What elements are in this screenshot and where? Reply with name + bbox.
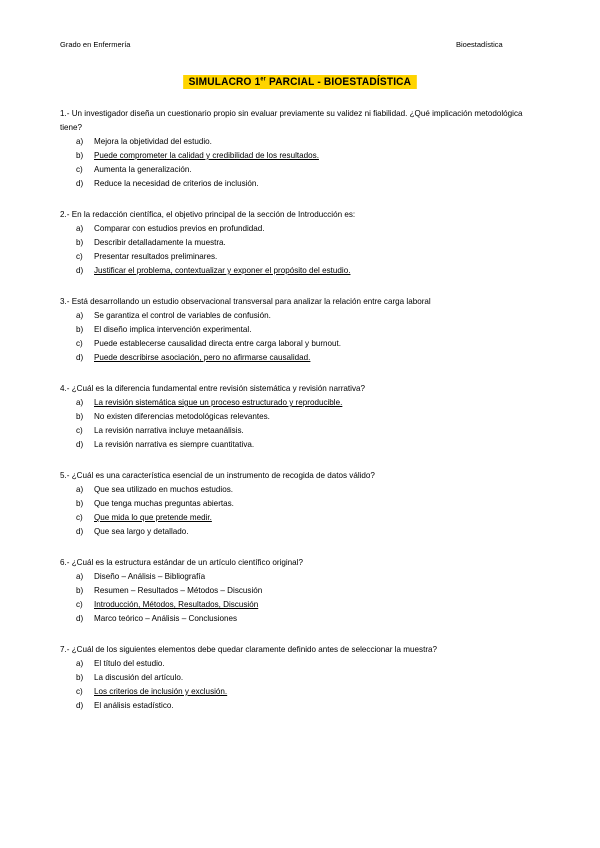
- option-letter: c): [76, 600, 83, 609]
- option-c: [60, 598, 546, 612]
- option-d: [60, 699, 546, 713]
- option-c: [60, 511, 546, 525]
- option-letter: c): [76, 426, 83, 435]
- option-c: [60, 685, 546, 699]
- option-text: Puede establecerse causalidad directa entre carga laboral y burnout.: [94, 339, 342, 348]
- question-1: [60, 107, 546, 191]
- option-text: Mejora la objetividad del estudio.: [94, 137, 212, 146]
- option-text: Diseño – Análisis – Bibliografía: [94, 572, 206, 581]
- option-d: [60, 264, 546, 278]
- option-letter: a): [76, 137, 84, 146]
- option-text: La revisión narrativa es siempre cuantitativa.: [94, 440, 255, 449]
- option-text-correct: Justificar el problema, contextualizar y exponer el propósito del estudio.: [94, 266, 351, 275]
- option-a: [60, 570, 546, 584]
- title-block: [0, 72, 600, 90]
- question-6: [60, 556, 546, 626]
- option-a: [60, 483, 546, 497]
- option-c: [60, 337, 546, 351]
- option-d: [60, 177, 546, 191]
- option-letter: d): [76, 440, 84, 449]
- option-text-correct: Puede describirse asociación, pero no afirmarse causalidad.: [94, 353, 311, 362]
- option-d: [60, 612, 546, 626]
- option-c: [60, 163, 546, 177]
- option-b: [60, 323, 546, 337]
- header-degree: Grado en Enfermería: [60, 40, 131, 49]
- option-text: Comparar con estudios previos en profundidad.: [94, 224, 265, 233]
- question-text: 7.- ¿Cuál de los siguientes elementos debe quedar claramente definido antes de seleccionar la muestra?: [60, 645, 438, 654]
- option-a: [60, 657, 546, 671]
- header-subject: Bioestadística: [456, 40, 503, 49]
- option-d: [60, 438, 546, 452]
- question-text: 3.- Está desarrollando un estudio observacional transversal para analizar la relación entre carga laboral: [60, 297, 431, 306]
- option-text-correct: Introducción, Métodos, Resultados, Discusión: [94, 600, 259, 609]
- option-letter: c): [76, 165, 83, 174]
- option-text: Resumen – Resultados – Métodos – Discusión: [94, 586, 263, 595]
- option-a: [60, 135, 546, 149]
- option-letter: a): [76, 224, 84, 233]
- option-text: Que sea utilizado en muchos estudios.: [94, 485, 234, 494]
- option-text: El título del estudio.: [94, 659, 165, 668]
- question-2: [60, 208, 546, 278]
- question-3: [60, 295, 546, 365]
- title-sup: er: [260, 76, 267, 83]
- option-letter: a): [76, 485, 84, 494]
- option-letter: d): [76, 353, 84, 362]
- page-title: [183, 75, 417, 89]
- option-letter: b): [76, 325, 84, 334]
- question-5: [60, 469, 546, 539]
- option-letter: a): [76, 398, 84, 407]
- option-text: Se garantiza el control de variables de confusión.: [94, 311, 271, 320]
- title-post: PARCIAL - BIOESTADÍSTICA: [266, 76, 412, 88]
- option-c: [60, 424, 546, 438]
- option-text: No existen diferencias metodológicas relevantes.: [94, 412, 270, 421]
- option-letter: b): [76, 673, 84, 682]
- option-a: [60, 222, 546, 236]
- option-b: [60, 149, 546, 163]
- option-text: El diseño implica intervención experimental.: [94, 325, 252, 334]
- question-text: 4.- ¿Cuál es la diferencia fundamental entre revisión sistemática y revisión narrativa?: [60, 384, 366, 393]
- option-text: Marco teórico – Análisis – Conclusiones: [94, 614, 238, 623]
- option-d: [60, 351, 546, 365]
- option-letter: b): [76, 238, 84, 247]
- option-text: Reduce la necesidad de criterios de inclusión.: [94, 179, 259, 188]
- option-text: Que sea largo y detallado.: [94, 527, 189, 536]
- question-text: 2.- En la redacción científica, el objetivo principal de la sección de Introducción es:: [60, 210, 356, 219]
- option-b: [60, 497, 546, 511]
- option-text: La revisión narrativa incluye metaanálisis.: [94, 426, 244, 435]
- option-text: Que tenga muchas preguntas abiertas.: [94, 499, 234, 508]
- question-text: 5.- ¿Cuál es una característica esencial de un instrumento de recogida de datos válido?: [60, 471, 375, 480]
- option-b: [60, 236, 546, 250]
- option-text-correct: Los criterios de inclusión y exclusión.: [94, 687, 228, 696]
- option-text: Describir detalladamente la muestra.: [94, 238, 226, 247]
- question-text: 6.- ¿Cuál es la estructura estándar de un artículo científico original?: [60, 558, 303, 567]
- option-letter: b): [76, 499, 84, 508]
- option-letter: b): [76, 412, 84, 421]
- option-text: Presentar resultados preliminares.: [94, 252, 218, 261]
- option-letter: c): [76, 513, 83, 522]
- question-text: 1.- Un investigador diseña un cuestionario propio sin evaluar previamente su validez ni fiabilidad. ¿Qué implicación metodológica tiene?: [60, 109, 523, 132]
- option-letter: d): [76, 701, 84, 710]
- title-pre: SIMULACRO 1: [188, 76, 261, 88]
- question-4: [60, 382, 546, 452]
- option-text-correct: Puede comprometer la calidad y credibilidad de los resultados.: [94, 151, 319, 160]
- option-text: El análisis estadístico.: [94, 701, 174, 710]
- option-letter: c): [76, 252, 83, 261]
- option-d: [60, 525, 546, 539]
- option-letter: c): [76, 687, 83, 696]
- option-letter: d): [76, 527, 84, 536]
- option-letter: d): [76, 614, 84, 623]
- option-c: [60, 250, 546, 264]
- option-text-correct: La revisión sistemática sigue un proceso estructurado y reproducible.: [94, 398, 343, 407]
- option-letter: d): [76, 179, 84, 188]
- option-letter: b): [76, 151, 84, 160]
- option-letter: c): [76, 339, 83, 348]
- option-text-correct: Que mida lo que pretende medir.: [94, 513, 212, 522]
- option-letter: a): [76, 659, 84, 668]
- option-letter: d): [76, 266, 84, 275]
- option-b: [60, 410, 546, 424]
- question-7: [60, 643, 546, 713]
- option-letter: a): [76, 572, 84, 581]
- option-letter: b): [76, 586, 84, 595]
- option-a: [60, 309, 546, 323]
- option-text: La discusión del artículo.: [94, 673, 184, 682]
- option-text: Aumenta la generalización.: [94, 165, 192, 174]
- option-b: [60, 671, 546, 685]
- question-list: [60, 107, 546, 730]
- option-letter: a): [76, 311, 84, 320]
- option-b: [60, 584, 546, 598]
- option-a: [60, 396, 546, 410]
